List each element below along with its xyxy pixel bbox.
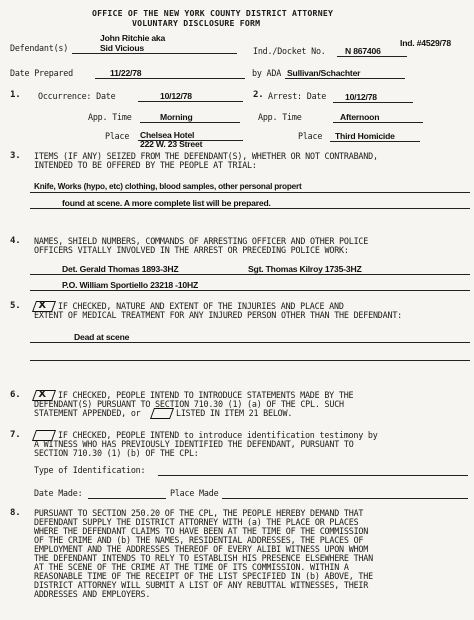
arrest-date-value: 10/12/78 <box>345 92 377 102</box>
app-time-underline-2 <box>333 122 423 123</box>
item-7-text-1: IF CHECKED, PEOPLE INTEND to introduce identification testimony by <box>58 430 378 440</box>
item-4-text-2: OFFICERS VITALLY INVOLVED IN THE ARREST OR PRECEDING POLICE WORK: <box>34 245 349 255</box>
docket-value: N 867406 <box>345 46 381 56</box>
item-7-text-3: SECTION 710.30 (1) (b) OF THE CPL: <box>34 448 199 458</box>
occurrence-date-value: 10/12/78 <box>160 91 192 101</box>
item-3-answer-2: found at scene. A more complete list will be prepared. <box>62 198 271 208</box>
item-7-text-2: A WITNESS WHO HAS PREVIOUSLY IDENTIFIED THE DEFENDANT, PURSUANT TO <box>34 439 354 449</box>
form-title: OFFICE OF THE NEW YORK COUNTY DISTRICT ATTORNEY <box>92 8 334 18</box>
app-time-underline <box>140 122 240 123</box>
date-made-label: Date Made: <box>34 488 83 498</box>
item-5-check-mark: X <box>38 300 47 311</box>
indictment-number: Ind. #4529/78 <box>400 38 451 48</box>
ada-underline <box>285 78 405 79</box>
item-5-answer: Dead at scene <box>74 332 130 342</box>
item-3-text-2: INTENDED TO BE OFFERED BY THE PEOPLE AT TRIAL: <box>34 160 257 170</box>
item-8-line: OF THE CRIME AND (b) THE NAMES, RESIDENTIAL ADDRESSES, THE PLACES OF <box>34 535 364 545</box>
item-3-answer-1: Knife, Works (hypo, etc) clothing, blood samples, other personal propert <box>34 182 302 191</box>
item-4-answer-1a: Det. Gerald Thomas 1893-3HZ <box>62 264 179 274</box>
item-8-line: REASONABLE TIME OF THE RECEIPT OF THE LIST SPECIFIED IN (b) ABOVE, THE <box>34 571 373 581</box>
occurrence-underline <box>138 101 243 102</box>
item-8-line: THE DEFENDANT INTENDS TO RELY TO ESTABLISH HIS PRESENCE ELSEWHERE THAN <box>34 553 373 563</box>
item-4-answer-2: P.O. William Sportiello 23218 -10HZ <box>62 280 199 290</box>
place-street: 222 W. 23 Street <box>140 139 203 149</box>
place-label: Place <box>105 131 130 141</box>
defendant-name-1: John Ritchie aka <box>100 33 166 43</box>
item-4-answer-1b: Sgt. Thomas Kilroy 1735-3HZ <box>248 264 362 274</box>
item-3-underline-2 <box>30 208 470 209</box>
item-4-text-1: NAMES, SHIELD NUMBERS, COMMANDS OF ARRESTING OFFICER AND OTHER POLICE <box>34 236 369 246</box>
item-5-underline-2 <box>30 360 470 361</box>
item-7-number: 7. <box>10 430 21 440</box>
arrest-underline <box>333 102 413 103</box>
item-6-text-1: IF CHECKED, PEOPLE INTEND TO INTRODUCE STATEMENTS MADE BY THE <box>58 390 354 400</box>
item-2-number: 2. <box>253 90 264 100</box>
item-6-text-3b: LISTED IN ITEM 21 BELOW. <box>176 408 293 418</box>
identification-type-label: Type of Identification: <box>34 465 146 475</box>
form-subtitle: VOLUNTARY DISCLOSURE FORM <box>132 18 261 28</box>
item-8-line: WHERE THE DEFENDANT CLAIMS TO HAVE BEEN AT THE TIME OF THE COMMISSION <box>34 526 369 536</box>
item-6-text-3a: STATEMENT APPENDED, or <box>34 408 141 418</box>
item-8-line: PURSUANT TO SECTION 250.20 OF THE CPL, THE PEOPLE HEREBY DEMAND THAT <box>34 508 364 518</box>
item-8-line: EMPLOYMENT AND THE ADDRESSES THEREOF OF EVERY ALIBI WITNESS UPON WHOM <box>34 544 369 554</box>
occurrence-date-label: Occurrence: Date <box>38 91 116 101</box>
item-6-text-2: DEFENDANT(S) PURSUANT TO SECTION 710.30 (1) (a) OF THE CPL. SUCH <box>34 399 344 409</box>
item-8-line: DEFENDANT SUPPLY THE DISTRICT ATTORNEY WITH (a) THE PLACE OR PLACES <box>34 517 359 527</box>
item-8-line: ADDRESSES AND EMPLOYERS. <box>34 589 151 599</box>
item-8-line: AT THE SCENE OF THE CRIME AT THE TIME OF ITS COMMISSION. WITHIN A <box>34 562 349 572</box>
defendant-underline <box>72 53 237 54</box>
item-4-underline-1 <box>30 274 470 275</box>
arrest-date-label: Arrest: Date <box>268 91 327 101</box>
identification-type-underline <box>158 475 468 476</box>
item-3-underline-1 <box>30 192 470 193</box>
item-8-number: 8. <box>10 508 21 518</box>
item-1-number: 1. <box>10 90 21 100</box>
item-4-number: 4. <box>10 236 21 246</box>
app-time-label-2: App. Time <box>258 112 302 122</box>
item-3-text-1: ITEMS (IF ANY) SEIZED FROM THE DEFENDANT(S), WHETHER OR NOT CONTRABAND, <box>34 151 378 161</box>
app-time-value-2: Afternoon <box>340 112 380 122</box>
item-5-underline-1 <box>30 342 470 343</box>
date-made-underline <box>88 498 166 499</box>
place-value: Chelsea Hotel <box>140 130 195 140</box>
place-made-underline <box>222 498 468 499</box>
by-ada-label: by ADA <box>252 68 282 78</box>
place-made-label: Place Made <box>170 488 219 498</box>
date-prepared-underline <box>95 78 245 79</box>
docket-label: Ind./Docket No. <box>253 46 326 56</box>
item-3-number: 3. <box>10 151 21 161</box>
item-5-text-1: IF CHECKED, NATURE AND EXTENT OF THE INJURIES AND PLACE AND <box>58 301 344 311</box>
defendant-name-2: Sid Vicious <box>100 43 144 53</box>
app-time-value: Morning <box>160 112 193 122</box>
item-6-listed-checkbox[interactable] <box>150 408 174 419</box>
place-label-2: Place <box>298 131 323 141</box>
defendant-label: Defendant(s) <box>10 43 69 53</box>
place-value-2: Third Homicide <box>335 131 395 141</box>
date-prepared-label: Date Prepared <box>10 68 73 78</box>
place-underline-2 <box>330 141 420 142</box>
app-time-label: App. Time <box>88 112 132 122</box>
item-8-line: DISTRICT ATTORNEY WILL SUBMIT A LIST OF ANY REBUTTAL WITNESSES, THEIR <box>34 580 369 590</box>
item-5-number: 5. <box>10 301 21 311</box>
item-6-check-mark: X <box>38 389 47 400</box>
docket-underline <box>337 56 407 57</box>
ada-value: Sullivan/Schachter <box>287 68 361 78</box>
item-5-text-2: EXTENT OF MEDICAL TREATMENT FOR ANY INJURED PERSON OTHER THAN THE DEFENDANT: <box>34 310 403 320</box>
date-prepared-value: 11/22/78 <box>110 68 142 78</box>
item-4-underline-2 <box>30 290 470 291</box>
item-6-number: 6. <box>10 390 21 400</box>
